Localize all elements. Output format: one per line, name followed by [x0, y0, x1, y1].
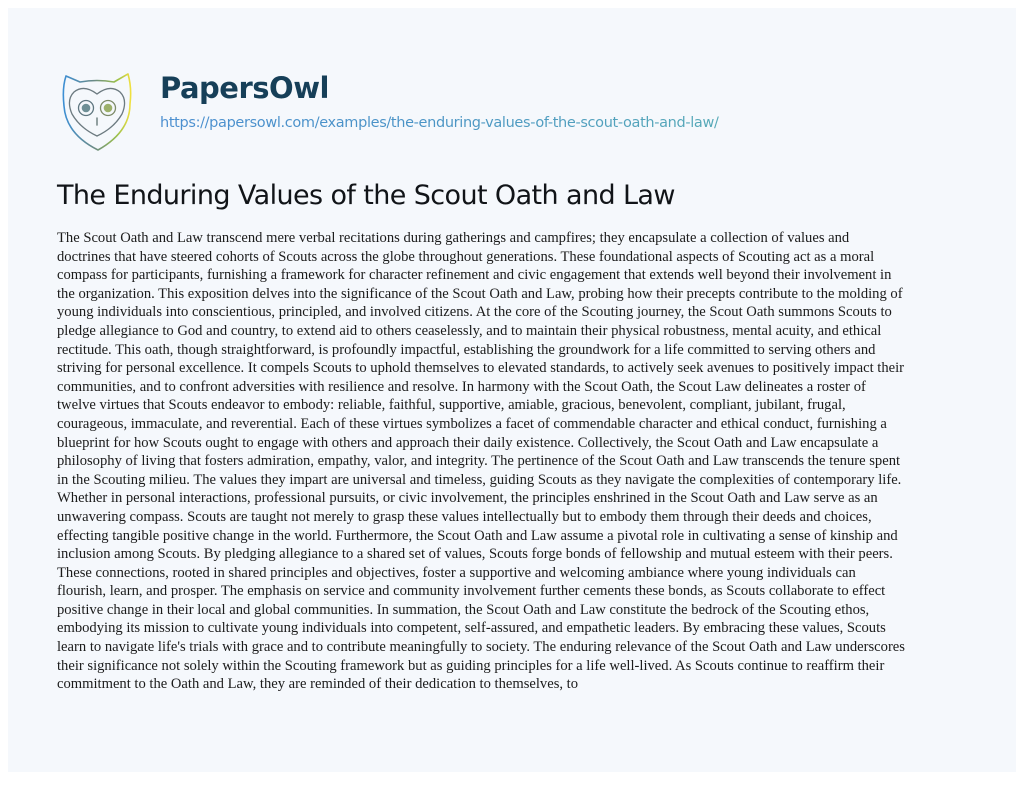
article-title: The Enduring Values of the Scout Oath and Law: [57, 180, 675, 211]
body-line: twelve virtues that Scouts endeavor to embody: reliable, faithful, supportive, amiable, gracious, benevolent, compliant, jubilant, frugal,: [57, 397, 846, 414]
body-line: communities, and to confront adversities with resilience and resolve. In harmony with the Scout Oath, the Scout Law delineates a roster of: [57, 378, 866, 395]
body-line: effecting tangible positive change in the world. Furthermore, the Scout Oath and Law assume a pivotal role in cultivating a sense of kinship and: [57, 527, 898, 544]
body-line: compass for participants, furnishing a framework for character refinement and civic engagement that extends well beyond their involvement in: [57, 267, 892, 284]
body-line: These connections, rooted in shared principles and objectives, foster a supportive and welcoming ambiance where young individuals can: [57, 564, 856, 581]
body-line: flourish, learn, and prosper. The emphasis on service and community involvement further cements these bonds, as Scouts collaborate to effect: [57, 583, 886, 600]
body-line: striving for personal excellence. It compels Scouts to uphold themselves to elevated standards, to actively seek avenues to positively impact their: [57, 360, 905, 377]
source-url-link[interactable]: https://papersowl.com/examples/the-enduring-values-of-the-scout-oath-and-law/: [160, 115, 719, 131]
document-preview-card: [8, 8, 1016, 772]
body-line: pledge allegiance to God and country, to extend aid to others ceaselessly, and to maintain their physical robustness, mental acuity, and ethical: [57, 322, 882, 339]
body-line: the organization. This exposition delves into the significance of the Scout Oath and Law, probing how their precepts contribute to the molding of: [57, 285, 903, 302]
body-line: The Scout Oath and Law transcend mere verbal recitations during gatherings and campfires; they encapsulate a collection of values and: [57, 230, 850, 246]
body-line: positive change in their local and global communities. In summation, the Scout Oath and Law constitute the bedrock of the Scouting ethos,: [57, 601, 870, 618]
body-line: their significance not solely within the Scouting framework but as guiding principles for a life well-lived. As Scouts continue to reaffirm their: [57, 657, 885, 674]
article-body: [57, 229, 1017, 694]
body-line: Whether in personal interactions, professional pursuits, or civic involvement, the principles enshrined in the Scout Oath and Law serve as an: [57, 490, 878, 507]
body-line: philosophy of living that fosters admiration, empathy, valor, and integrity. The pertinence of the Scout Oath and Law transcends the tenure spent: [57, 453, 901, 470]
body-line: inclusion among Scouts. By pledging allegiance to a shared set of values, Scouts forge bonds of fellowship and mutual esteem with their peers.: [57, 546, 893, 563]
body-line: commitment to the Oath and Law, they are reminded of their dedication to themselves, to: [57, 676, 579, 693]
body-line: young individuals into conscientious, principled, and involved citizens. At the core of the Scouting journey, the Scout Oath summons Scouts to: [57, 304, 892, 321]
body-line: in the Scouting milieu. The values they impart are universal and timeless, guiding Scouts as they navigate the complexities of contemporary life.: [57, 471, 902, 488]
body-line: rectitude. This oath, though straightforward, is profoundly impactful, establishing the groundwork for a life committed to serving others and: [57, 341, 876, 358]
owl-logo-icon: [58, 70, 136, 156]
body-line: unwavering compass. Scouts are taught not merely to grasp these values intellectually but to embody them through their deeds and choices,: [57, 508, 872, 525]
body-line: blueprint for how Scouts ought to engage with others and approach their daily existence. Collectively, the Scout Oath and Law encapsulate a: [57, 434, 879, 451]
body-line: learn to navigate life's trials with grace and to contribute meaningfully to society. The enduring relevance of the Scout Oath and Law underscores: [57, 639, 905, 656]
body-line: courageous, immaculate, and reverential. Each of these virtues symbolizes a facet of commendable character and ethical conduct, furnishing a: [57, 415, 887, 432]
body-line: embodying its mission to cultivate young individuals into competent, self-assured, and empathetic leaders. By embracing these values, Scouts: [57, 620, 886, 637]
body-line: doctrines that have steered cohorts of Scouts across the globe throughout generations. These foundational aspects of Scouting act as a moral: [57, 248, 875, 265]
brand-name: PapersOwl: [160, 71, 329, 105]
